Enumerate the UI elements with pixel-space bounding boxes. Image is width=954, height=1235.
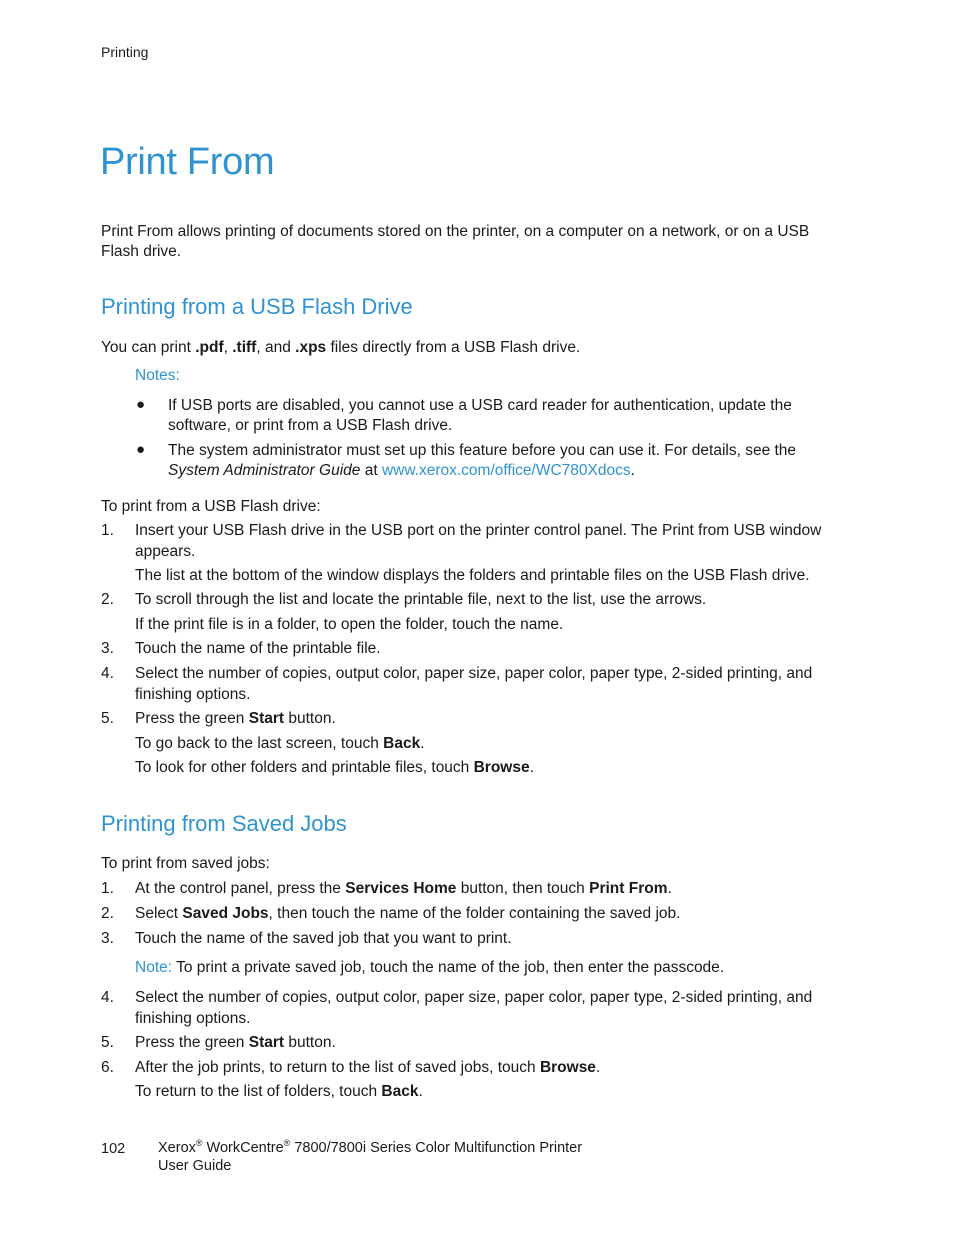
running-head: Printing <box>101 44 149 60</box>
guide-link[interactable]: www.xerox.com/office/WC780Xdocs <box>381 462 631 479</box>
footer-product-info <box>158 1139 582 1175</box>
saved-jobs-section-heading: Printing from Saved Jobs <box>101 811 347 836</box>
step-number: 2. <box>101 905 114 922</box>
usb-lead-paragraph: You can print .pdf, .tiff, and .xps files directly from a USB Flash drive. <box>101 339 581 356</box>
step-number: 1. <box>101 522 114 539</box>
page-number: 102 <box>101 1141 126 1157</box>
note-bullet-2: The system administrator must set up this feature before you can use it. For details, see the System Administrator Guide at www.xerox.com/office/WC780Xdocs. <box>168 442 797 479</box>
page-title: Print From <box>100 141 275 183</box>
usb-procedure-intro: To print from a USB Flash drive: <box>101 498 321 515</box>
usb-step-1-detail: The list at the bottom of the window displays the folders and printable files on the USB Flash drive. <box>135 567 810 584</box>
usb-step-5-detail-browse: To look for other folders and printable files, touch Browse. <box>135 759 534 776</box>
step-number: 2. <box>101 591 114 608</box>
usb-step-4: Select the number of copies, output color, paper size, paper color, paper type, 2-sided printing, and finishing options. <box>135 665 813 703</box>
notes-label: Notes: <box>135 367 180 384</box>
saved-step-5: Press the green Start button. <box>135 1034 336 1051</box>
step-number: 5. <box>101 710 114 727</box>
saved-step-2: Select Saved Jobs, then touch the name of the folder containing the saved job. <box>135 905 681 922</box>
usb-step-5: Press the green Start button. <box>135 710 336 727</box>
bullet-icon: ● <box>136 441 146 458</box>
saved-note: Note: To print a private saved job, touch the name of the job, then enter the passcode. <box>135 959 725 976</box>
usb-step-1: Insert your USB Flash drive in the USB port on the printer control panel. The Print from USB window appears. <box>135 522 822 560</box>
saved-step-4: Select the number of copies, output color, paper size, paper color, paper type, 2-sided printing, and finishing options. <box>135 989 813 1027</box>
step-number: 4. <box>101 989 114 1006</box>
step-number: 3. <box>101 640 114 657</box>
step-number: 3. <box>101 930 114 947</box>
step-number: 1. <box>101 880 114 897</box>
intro-paragraph: Print From allows printing of documents stored on the printer, on a computer on a network, or on a USB Flash drive. <box>101 223 810 260</box>
saved-step-1: At the control panel, press the Services Home button, then touch Print From. <box>135 880 672 897</box>
usb-step-5-detail-back: To go back to the last screen, touch Back. <box>135 735 425 752</box>
saved-step-6-detail: To return to the list of folders, touch Back. <box>135 1083 423 1100</box>
note-bullet-1: If USB ports are disabled, you cannot use a USB card reader for authentication, update the software, or print from a USB Flash drive. <box>168 397 792 434</box>
saved-procedure-intro: To print from saved jobs: <box>101 855 270 872</box>
usb-section-heading: Printing from a USB Flash Drive <box>101 294 413 319</box>
usb-step-2-detail: If the print file is in a folder, to open the folder, touch the name. <box>135 616 564 633</box>
usb-step-3: Touch the name of the printable file. <box>135 640 381 657</box>
usb-step-2: To scroll through the list and locate the printable file, next to the list, use the arrows. <box>135 591 707 608</box>
footer-product-line: Xerox® WorkCentre® 7800/7800i Series Color Multifunction Printer <box>158 1138 583 1156</box>
step-number: 6. <box>101 1059 114 1076</box>
bullet-icon: ● <box>136 396 146 413</box>
footer-doc-title: User Guide <box>158 1158 232 1174</box>
step-number: 4. <box>101 665 114 682</box>
step-number: 5. <box>101 1034 114 1051</box>
saved-step-3: Touch the name of the saved job that you want to print. <box>135 930 512 947</box>
saved-step-6: After the job prints, to return to the list of saved jobs, touch Browse. <box>135 1059 601 1076</box>
